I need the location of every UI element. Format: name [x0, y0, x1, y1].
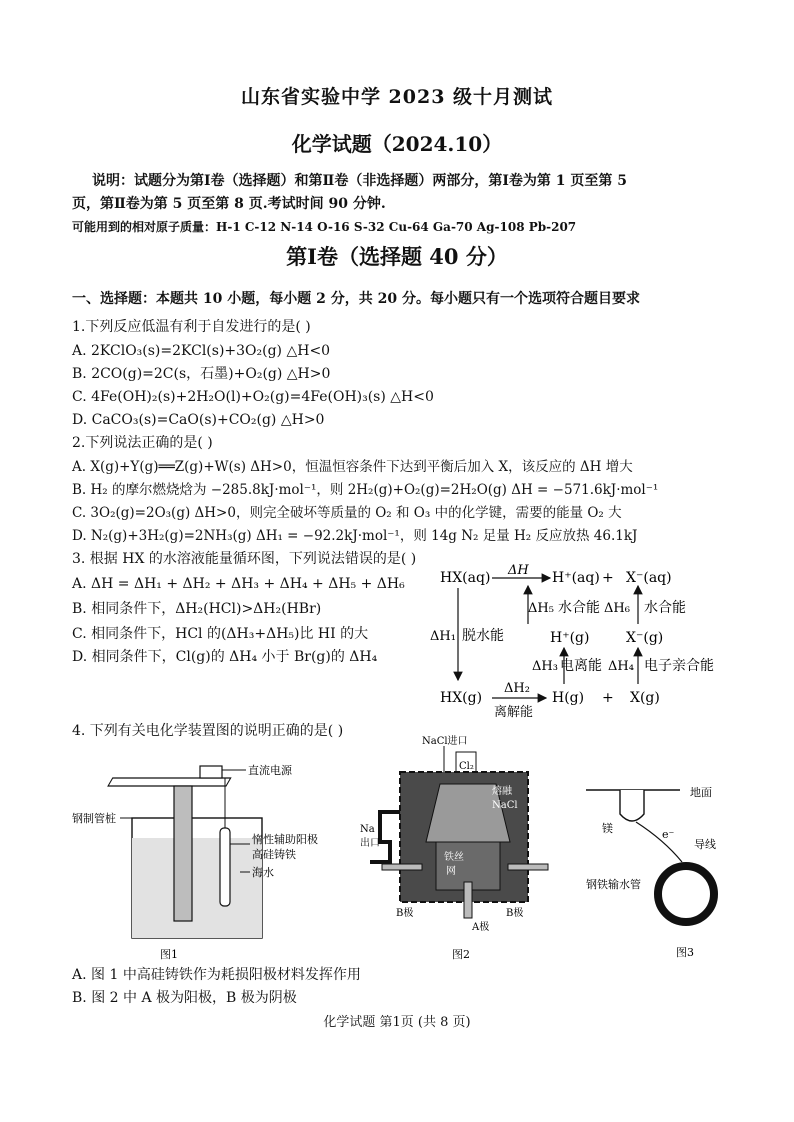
- cycle-h-aq: H⁺(aq): [552, 570, 600, 586]
- cycle-ionization: 电离能: [560, 658, 602, 674]
- q2-stem: 2.下列说法正确的是( ): [72, 435, 213, 451]
- cycle-dh: ΔH: [508, 563, 529, 578]
- fig1-aux-anode: [220, 828, 230, 906]
- section-intro: 一、选择题：本题共 10 小题，每小题 2 分，共 20 分。每小题只有一个选项符合题目要求: [72, 291, 640, 307]
- q2-option-c: C. 3O₂(g)=2O₃(g) ΔH>0，则完全破坏等质量的 O₂ 和 O₃ 中的化学键，需要的能量 O₂ 大: [72, 505, 622, 521]
- fig3-pipe-label: 钢铁输水管: [586, 878, 641, 891]
- fig2-mesh-label-2: 网: [446, 866, 456, 877]
- cycle-dh1: ΔH₁: [430, 629, 456, 644]
- fig3-wire-label: 导线: [694, 838, 716, 851]
- fig1-anode-label-1: 惰性辅助阳极: [252, 833, 318, 846]
- cycle-plus-top: +: [602, 570, 614, 586]
- q3-option-b: B. 相同条件下，ΔH₂(HCl)>ΔH₂(HBr): [72, 601, 322, 617]
- q3-option-d: D. 相同条件下，Cl(g)的 ΔH₄ 小于 Br(g)的 ΔH₄: [72, 649, 378, 665]
- cycle-h-g: H(g): [552, 690, 585, 706]
- figure-3: [580, 770, 740, 960]
- fig3-mg-block: [620, 790, 644, 821]
- q3-option-c: C. 相同条件下，HCl 的(ΔH₃+ΔH₅)比 HI 的大: [72, 626, 369, 642]
- fig3-electron-label: e⁻: [662, 828, 675, 841]
- fig1-seawater-label: 海水: [252, 866, 274, 879]
- cycle-dh3: ΔH₃: [532, 659, 558, 674]
- subject-title: 化学试题（2024.10）: [291, 132, 503, 156]
- cycle-h-g-ion: H⁺(g): [550, 630, 590, 646]
- q2-option-a: A. X(g)+Y(g)══Z(g)+W(s) ΔH>0，恒温恒容条件下达到平衡后加入 X，该反应的 ΔH 增大: [72, 459, 633, 475]
- cycle-dh4: ΔH₄: [608, 659, 634, 674]
- fig1-seawater-fill: [132, 838, 262, 938]
- q1-option-a: A. 2KClO₃(s)=2KCl(s)+3O₂(g) △H<0: [72, 343, 331, 359]
- cycle-dh2: ΔH₂: [504, 681, 530, 696]
- q4-option-a: A. 图 1 中高硅铸铁作为耗损阳极材料发挥作用: [72, 967, 361, 983]
- instructions-line1: 说明：试题分为第Ⅰ卷（选择题）和第Ⅱ卷（非选择题）两部分，第Ⅰ卷为第 1 页至第 5: [92, 173, 627, 189]
- fig1-power-label: 直流电源: [248, 764, 292, 777]
- cycle-plus-bottom: +: [602, 690, 614, 706]
- fig2-inlet-label: NaCl进口: [422, 736, 468, 747]
- figure-1: [70, 748, 318, 963]
- cycle-hydration-1: 水合能: [558, 600, 600, 616]
- cycle-dh6: ΔH₆: [604, 601, 630, 616]
- fig2-cl2-label: Cl₂: [459, 761, 474, 772]
- cycle-affinity: 电子亲合能: [644, 658, 714, 674]
- q1-option-d: D. CaCO₃(s)=CaO(s)+CO₂(g) △H>0: [72, 412, 325, 428]
- cycle-x-g: X(g): [630, 690, 660, 706]
- q3-stem: 3. 根据 HX 的水溶液能量循环图，下列说法错误的是( ): [72, 551, 417, 567]
- fig2-caption: 图2: [452, 948, 470, 961]
- cycle-hx-g: HX(g): [440, 690, 483, 706]
- fig1-pile-label: 钢制管桩: [72, 812, 116, 825]
- section-title: 第Ⅰ卷（选择题 40 分）: [286, 244, 508, 269]
- q1-stem: 1.下列反应低温有利于自发进行的是( ): [72, 319, 311, 335]
- cycle-hx-aq: HX(aq): [440, 570, 491, 586]
- cycle-x-g-ion: X⁻(g): [626, 630, 664, 646]
- cycle-dh5: ΔH₅: [528, 601, 554, 616]
- cycle-dehydration: 脱水能: [462, 628, 504, 644]
- fig2-molten-label-2: NaCl: [492, 800, 518, 811]
- fig3-caption: 图3: [676, 946, 694, 959]
- q4-stem: 4. 下列有关电化学装置图的说明正确的是( ): [72, 723, 344, 739]
- fig1-steel-pile: [174, 786, 192, 921]
- fig3-wire: [636, 822, 682, 862]
- fig2-na-pipe: [370, 812, 400, 862]
- q1-option-b: B. 2CO(g)=2C(s，石墨)+O₂(g) △H>0: [72, 366, 331, 382]
- instructions-line2: 页，第Ⅱ卷为第 5 页至第 8 页.考试时间 90 分钟.: [72, 196, 386, 212]
- q3-option-a: A. ΔH = ΔH₁ + ΔH₂ + ΔH₃ + ΔH₄ + ΔH₅ + ΔH₆: [72, 576, 405, 592]
- fig2-b-right-label: B极: [506, 908, 524, 919]
- fig2-b-left-label: B极: [396, 908, 414, 919]
- cycle-dissociation: 离解能: [494, 705, 534, 720]
- fig2-mesh-label-1: 铁丝: [444, 852, 464, 863]
- fig2-b-electrode-right: [508, 864, 548, 870]
- q4-option-b: B. 图 2 中 A 极为阳极，B 极为阴极: [72, 990, 297, 1006]
- fig2-na-label-2: 出口: [360, 838, 380, 849]
- atomic-masses: 可能用到的相对原子质量：H-1 C-12 N-14 O-16 S-32 Cu-64 Ga-70 Ag-108 Pb-207: [72, 220, 577, 234]
- fig3-mg-label: 镁: [602, 822, 613, 835]
- fig2-na-label-1: Na: [360, 824, 375, 835]
- fig2-molten-label-1: 熔融: [492, 786, 512, 797]
- fig3-pipe: [658, 866, 714, 922]
- q2-option-b: B. H₂ 的摩尔燃烧焓为 −285.8kJ·mol⁻¹，则 2H₂(g)+O₂(g)=2H₂O(g) ΔH = −571.6kJ·mol⁻¹: [72, 482, 659, 498]
- cycle-x-aq: X⁻(aq): [626, 570, 672, 586]
- fig1-deck: [108, 778, 231, 786]
- fig1-caption: 图1: [160, 948, 178, 961]
- cycle-hydration-2: 水合能: [644, 600, 686, 616]
- fig1-anode-label-2: 高硅铸铁: [252, 848, 296, 861]
- fig1-power-box: [200, 766, 222, 778]
- page-footer: 化学试题 第1页 (共 8 页): [323, 1015, 471, 1030]
- figure-2: [360, 732, 560, 962]
- fig2-b-electrode-left: [382, 864, 422, 870]
- energy-cycle-diagram: [428, 562, 744, 722]
- fig2-a-electrode: [464, 882, 472, 918]
- q1-option-c: C. 4Fe(OH)₂(s)+2H₂O(l)+O₂(g)=4Fe(OH)₃(s) △H<0: [72, 389, 434, 405]
- fig2-a-label: A极: [472, 922, 490, 933]
- fig3-ground-label: 地面: [690, 786, 712, 799]
- school-title: 山东省实验中学 2023 级十月测试: [240, 86, 554, 108]
- q2-option-d: D. N₂(g)+3H₂(g)=2NH₃(g) ΔH₁ = −92.2kJ·mol⁻¹，则 14g N₂ 足量 H₂ 反应放热 46.1kJ: [72, 528, 638, 544]
